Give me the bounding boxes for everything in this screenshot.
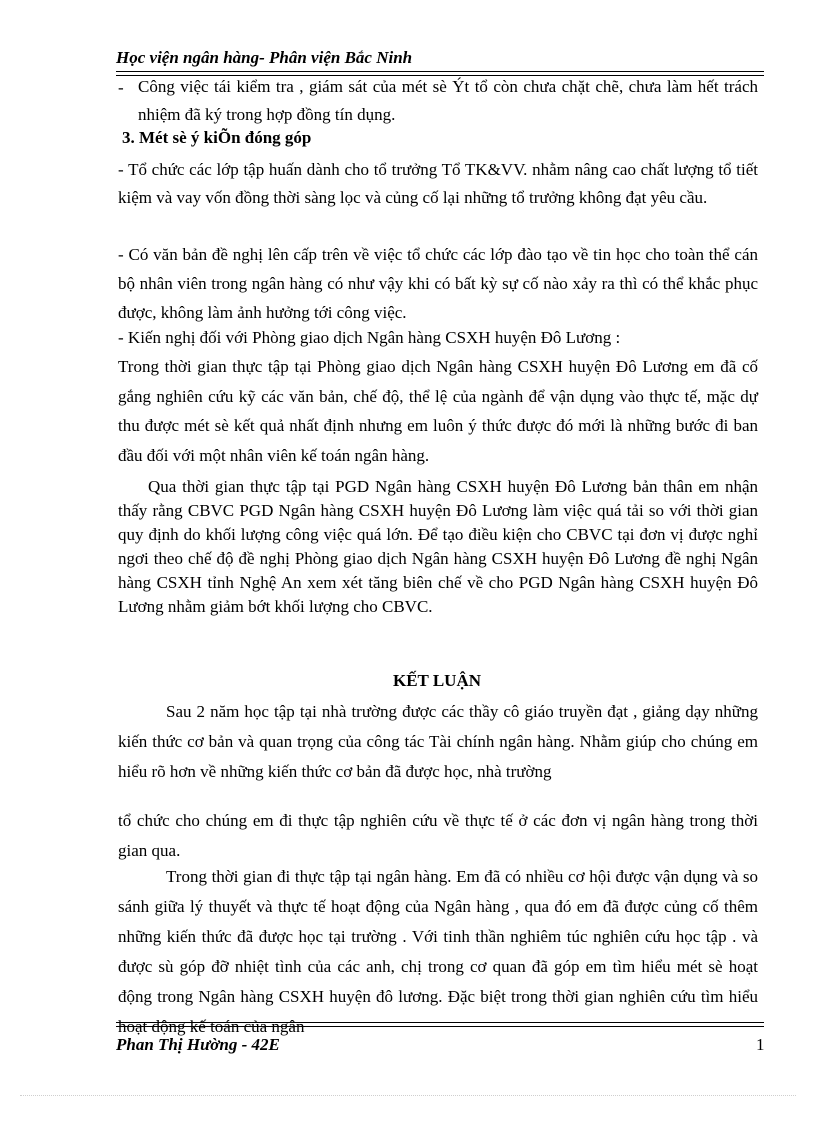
conclusion-title: KẾT LUẬN xyxy=(392,671,481,690)
paragraph-it-training: - Có văn bản đề nghị lên cấp trên về việc tổ chức các lớp đào tạo về tin học cho toàn thể cán bộ nhân viên trong ngân hàng có như vậy khi có bất kỳ sự cố nào xảy ra thì có thể khắc phục được, không làm ảnh hưởng tới công việc. xyxy=(118,245,758,322)
paragraph-internship-effort: Trong thời gian thực tập tại Phòng giao dịch Ngân hàng CSXH huyện Đô Lương em đã cố gắng nghiên cứu kỹ các văn bản, chế độ, thể lệ của ngành để vận dụng vào thực tế, mặc dự thu được mét sè kết quả nhất định nhưng em luôn ý thức được đó mới là những bước đi ban đầu đối với một nhân viên kế toán ngân hàng. xyxy=(118,357,758,465)
page-edge-dotted-line xyxy=(20,1095,796,1096)
page-header-title: Học viện ngân hàng- Phân viện Bắc Ninh xyxy=(116,48,413,67)
paragraph-recommendation-lead: - Kiến nghị đối với Phòng giao dịch Ngân hàng CSXH huyện Đô Lương : xyxy=(118,328,621,347)
conclusion-paragraph-2: Trong thời gian đi thực tập tại ngân hàng. Em đã có nhiều cơ hội được vận dụng và so sánh giữa lý thuyết và thực tế hoạt động của Ngân hàng , qua đó em đã được củng cố thêm những kiến thức đã được học tại trường . Với tinh thần nghiêm túc nghiên cứu học tập . và được sù góp đỡ nhiệt tình của các anh, chị trong cơ quan đã góp em tìm hiểu mét sè hoạt động trong Ngân hàng CSXH huyện đô lương. Đặc biệt trong thời gian nghiên cứu tìm hiểu hoạt động kế toán của ngân xyxy=(118,867,758,1036)
intro-bullet-text: Công việc tái kiểm tra , giám sát của mét sè Ýt tổ còn chưa chặt chẽ, chưa làm hết trách nhiệm đã ký trong hợp đồng tín dụng. xyxy=(138,77,758,124)
footer-double-rule xyxy=(116,1022,764,1027)
paragraph-workload-proposal: Qua thời gian thực tập tại PGD Ngân hàng CSXH huyện Đô Lương bản thân em nhận thấy rằng CBVC PGD Ngân hàng CSXH huyện Đô Lương làm việc quá tải so với thời gian quy định do khối lượng công việc quá lớn. Để tạo điều kiện cho CBVC tại đơn vị được nghỉ ngơi theo chế độ đề nghị Phòng giao dịch Ngân hàng CSXH huyện Đô Lương đề nghị Ngân hàng CSXH tỉnh Nghệ An xem xét tăng biên chế về cho PGD Ngân hàng CSXH huyện Đô Lương nhằm giảm bớt khối lượng cho CBVC. xyxy=(118,477,758,616)
conclusion-paragraph-1: Sau 2 năm học tập tại nhà trường được các thầy cô giáo truyền đạt , giảng dạy những kiến thức cơ bản và quan trọng của công tác Tài chính ngân hàng. Nhằm giúp cho chúng em hiểu rõ hơn về những kiến thức cơ bản đã được học, nhà trường xyxy=(118,702,758,781)
intro-bullet-marker: - xyxy=(118,78,124,97)
paragraph-training-proposal: - Tổ chức các lớp tập huấn dành cho tổ trưởng Tổ TK&VV. nhằm nâng cao chất lượng tổ tiết kiệm và vay vốn đồng thời sàng lọc và củng cố lại những tổ trưởng không đạt yêu cầu. xyxy=(118,160,758,207)
conclusion-paragraph-1-continued: tổ chức cho chúng em đi thực tập nghiên cứu về thực tế ở các đơn vị ngân hàng trong thời gian qua. xyxy=(118,811,758,860)
page-number: 1 xyxy=(756,1035,765,1054)
section-heading: 3. Mét sè ý kiÕn đóng góp xyxy=(122,128,312,147)
footer-author: Phan Thị Hường - 42E xyxy=(116,1035,280,1054)
